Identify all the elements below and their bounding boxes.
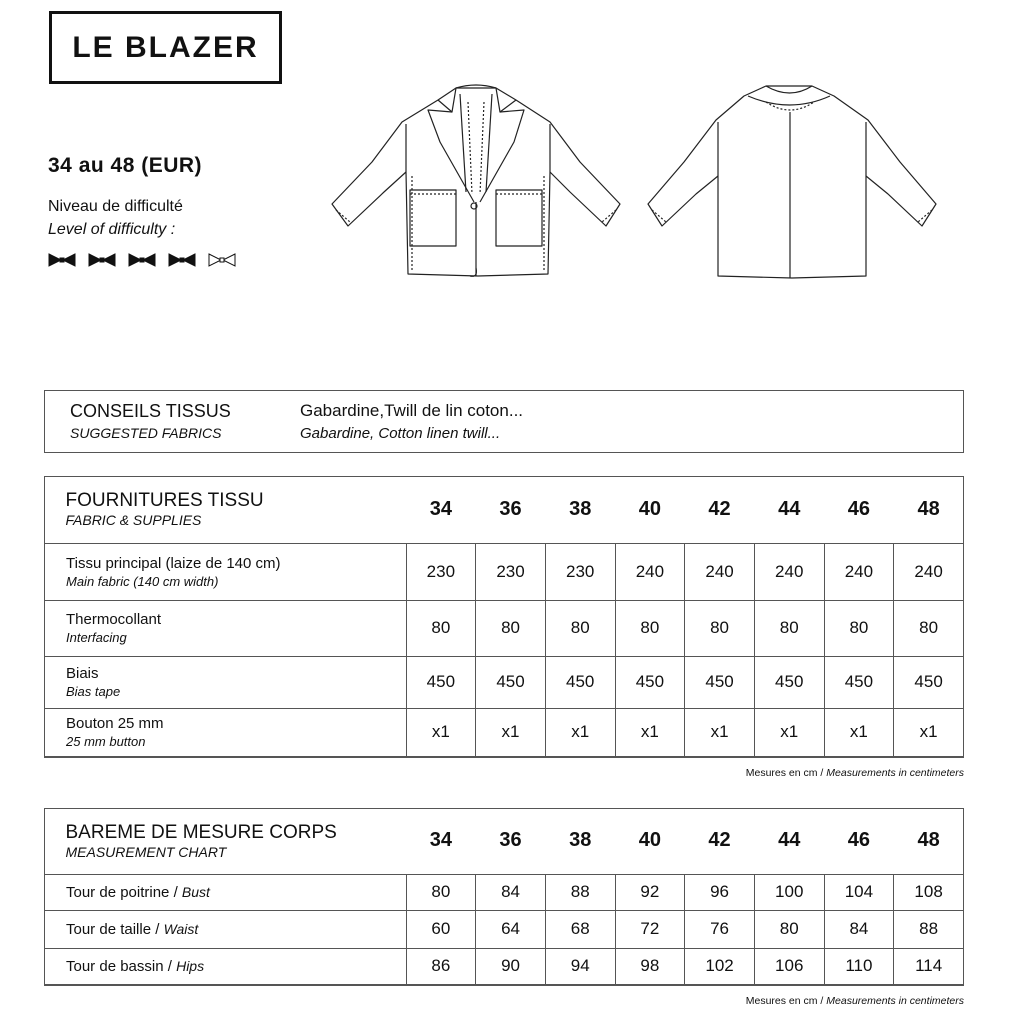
size-header: 48: [917, 829, 940, 852]
table-row: [45, 948, 964, 984]
supplies-units-note: [746, 767, 964, 779]
table-row: [45, 543, 964, 600]
table-cell: 94: [545, 948, 615, 984]
page-title: LE BLAZER: [72, 30, 259, 64]
units-note-fr: Mesures en cm /: [745, 995, 824, 1007]
blazer-front-illustration: [328, 82, 624, 282]
table-cell: 80: [754, 910, 824, 948]
table-cell: 84: [824, 910, 894, 948]
table-cell: 450: [545, 656, 615, 708]
size-header: 38: [569, 829, 592, 852]
table-cell: 240: [685, 543, 755, 600]
table-cell: 80: [685, 600, 755, 656]
table-cell: 230: [476, 543, 546, 600]
row-label-en: Main fabric (140 cm width): [66, 573, 219, 589]
size-header: 36: [499, 829, 522, 852]
table-cell: 108: [894, 874, 964, 910]
table-cell: 240: [754, 543, 824, 600]
row-label-fr: Tour de bassin /: [66, 957, 172, 975]
fabrics-value-fr: Gabardine,Twill de lin coton...: [300, 401, 524, 420]
row-label: [45, 910, 407, 948]
table-cell: 72: [615, 910, 685, 948]
table-row: [45, 656, 964, 708]
suggested-fabrics-box: [44, 390, 964, 453]
table-header-row: [45, 476, 964, 543]
row-label-en: 25 mm button: [66, 734, 146, 749]
row-label: [45, 600, 407, 656]
table-cell: 450: [615, 656, 685, 708]
table-cell: 90: [476, 948, 546, 984]
table-cell: 240: [824, 543, 894, 600]
table-cell: x1: [894, 708, 964, 756]
row-label: [45, 543, 407, 600]
units-note-en: Measurements in centimeters: [826, 995, 964, 1007]
row-label: [45, 948, 407, 984]
measurement-title-en: MEASUREMENT CHART: [65, 843, 227, 860]
table-cell: 114: [894, 948, 964, 984]
row-label-fr: Bouton 25 mm: [66, 715, 164, 732]
supplies-table: [44, 476, 964, 757]
table-cell: 80: [545, 600, 615, 656]
fabrics-value-en: Gabardine, Cotton linen twill...: [300, 425, 501, 442]
table-cell: 84: [476, 874, 546, 910]
table-cell: x1: [545, 708, 615, 756]
table-cell: x1: [615, 708, 685, 756]
bow-knot: [180, 258, 184, 262]
table-cell: 230: [406, 543, 476, 600]
table-cell: 80: [476, 600, 546, 656]
size-header: 34: [429, 829, 452, 852]
size-header: 40: [638, 497, 661, 520]
table-cell: 76: [685, 910, 755, 948]
size-header: 42: [708, 829, 731, 852]
table-cell: x1: [754, 708, 824, 756]
table-cell: 80: [754, 600, 824, 656]
units-note-en: Measurements in centimeters: [826, 767, 964, 779]
table-cell: 450: [476, 656, 546, 708]
table-cell: 450: [754, 656, 824, 708]
row-label-fr: Thermocollant: [66, 611, 162, 628]
row-label: [45, 874, 407, 910]
measurement-title-cell: [45, 808, 407, 874]
blazer-back-illustration: [644, 82, 940, 282]
table-cell: 86: [406, 948, 476, 984]
table-cell: 106: [754, 948, 824, 984]
size-header: 38: [569, 497, 592, 520]
size-header: 44: [778, 497, 801, 520]
table-cell: 102: [685, 948, 755, 984]
measurement-table: [44, 808, 964, 985]
size-header: 48: [917, 497, 940, 520]
fabrics-label-en: SUGGESTED FABRICS: [70, 425, 222, 441]
table-cell: 450: [824, 656, 894, 708]
supplies-title-fr: FOURNITURES TISSU: [65, 490, 264, 512]
table-cell: 240: [615, 543, 685, 600]
bow-knot: [100, 258, 104, 262]
table-cell: 80: [406, 874, 476, 910]
table-cell: 96: [685, 874, 755, 910]
size-header: 40: [638, 829, 661, 852]
table-cell: 80: [406, 600, 476, 656]
size-header: 36: [499, 497, 522, 520]
table-cell: 230: [545, 543, 615, 600]
table-cell: 450: [685, 656, 755, 708]
row-label-fr: Tour de poitrine /: [66, 883, 178, 901]
size-header: 44: [778, 829, 801, 852]
table-cell: 100: [754, 874, 824, 910]
row-label-en: Waist: [163, 920, 199, 937]
difficulty-label-en: Level of difficulty :: [48, 221, 176, 238]
row-label-fr: Tissu principal (laize de 140 cm): [66, 554, 281, 572]
table-cell: x1: [685, 708, 755, 756]
supplies-title-en: FABRIC & SUPPLIES: [65, 512, 202, 529]
table-cell: 60: [406, 910, 476, 948]
bow-knot: [220, 258, 224, 262]
size-header: 46: [847, 829, 871, 852]
row-label: [45, 656, 407, 708]
difficulty-label-fr: Niveau de difficulté: [48, 198, 183, 215]
table-cell: 240: [894, 543, 964, 600]
size-header: 34: [429, 497, 452, 520]
table-cell: 80: [824, 600, 894, 656]
table-cell: 92: [615, 874, 685, 910]
table-row: [45, 874, 964, 910]
table-cell: 110: [824, 948, 894, 984]
table-cell: 88: [545, 874, 615, 910]
row-label-en: Bust: [181, 883, 210, 900]
size-range: 34 au 48 (EUR): [48, 154, 203, 177]
table-row: [45, 600, 964, 656]
row-label-en: Interfacing: [66, 630, 127, 645]
bow-knot: [60, 258, 64, 262]
table-cell: 104: [824, 874, 894, 910]
table-cell: x1: [406, 708, 476, 756]
table-cell: 88: [894, 910, 964, 948]
bow-knot: [140, 258, 144, 262]
table-header-row: [45, 808, 964, 874]
table-row: [45, 910, 964, 948]
row-label-en: Bias tape: [66, 684, 121, 699]
difficulty-rating: [46, 250, 246, 270]
measurement-title-fr: BAREME DE MESURE CORPS: [65, 821, 337, 843]
table-row: [45, 708, 964, 756]
size-header: 46: [847, 497, 871, 520]
table-cell: 80: [615, 600, 685, 656]
table-cell: x1: [824, 708, 894, 756]
table-cell: 450: [894, 656, 964, 708]
supplies-title-cell: [45, 476, 407, 543]
row-label-en: Hips: [176, 957, 205, 974]
row-label: [45, 708, 407, 756]
measurement-units-note: [746, 995, 964, 1007]
units-note-fr: Mesures en cm /: [745, 767, 824, 779]
fabrics-label-fr: CONSEILS TISSUS: [70, 401, 231, 421]
row-label-fr: Biais: [66, 665, 99, 682]
size-header: 42: [708, 497, 731, 520]
table-cell: 64: [476, 910, 546, 948]
table-cell: 98: [615, 948, 685, 984]
table-cell: 68: [545, 910, 615, 948]
table-cell: x1: [476, 708, 546, 756]
row-label-fr: Tour de taille /: [66, 920, 160, 938]
table-cell: 80: [894, 600, 964, 656]
table-cell: 450: [406, 656, 476, 708]
title-box: [49, 11, 282, 84]
